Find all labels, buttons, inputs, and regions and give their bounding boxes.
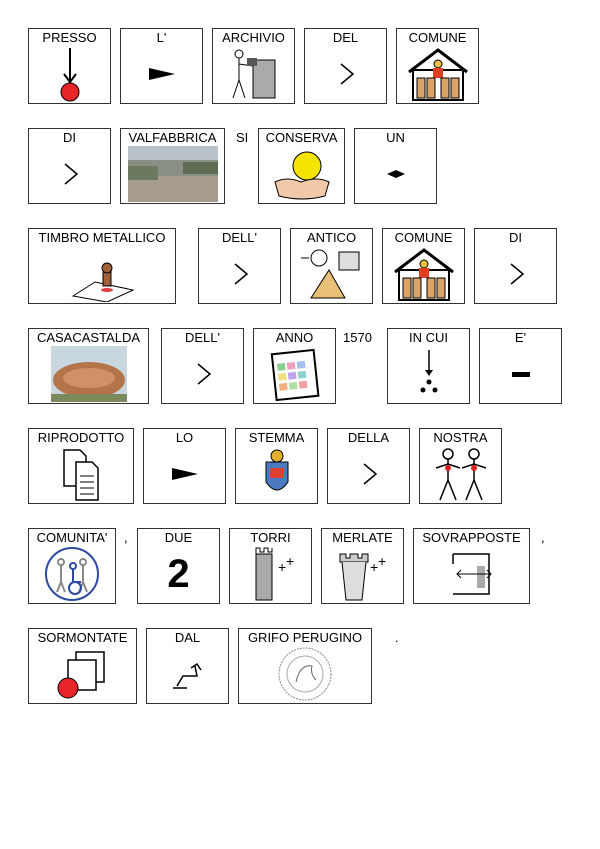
symbol-label: IN CUI — [409, 330, 448, 345]
hands-holding-icon — [259, 147, 344, 201]
symbol-card — [28, 28, 111, 104]
svg-text:+: + — [277, 559, 286, 575]
town-hall-icon — [397, 47, 478, 101]
overlap-icon — [414, 547, 529, 601]
symbol-label: E' — [514, 330, 527, 345]
symbol-label: DELL' — [184, 330, 220, 345]
symbol-label: VALFABBRICA — [128, 130, 217, 145]
tower-icon — [230, 547, 311, 601]
symbol-label: GRIFO PERUGINO — [247, 630, 363, 645]
symbol-card — [146, 628, 229, 704]
symbol-label: DELLA — [347, 430, 390, 445]
symbol-label: SOVRAPPOSTE — [422, 530, 521, 545]
griffin-seal-icon — [239, 647, 371, 701]
symbol-label: UN — [386, 130, 405, 145]
chevron-right-icon — [328, 447, 409, 501]
symbol-label: TIMBRO METALLICO — [38, 230, 166, 245]
sentence-text: , — [541, 530, 545, 545]
symbol-label: ANTICO — [306, 230, 357, 245]
symbol-card — [212, 28, 295, 104]
svg-text:+: + — [285, 553, 294, 569]
symbol-label: COMUNITA' — [36, 530, 108, 545]
symbol-card — [387, 328, 470, 404]
diamond-dash-icon — [355, 147, 436, 201]
symbol-card — [28, 328, 149, 404]
symbol-label: LO — [175, 430, 194, 445]
symbol-card — [28, 428, 134, 504]
symbol-card — [235, 428, 318, 504]
symbol-card — [143, 428, 226, 504]
svg-text:+: + — [369, 559, 378, 575]
symbol-card — [354, 128, 437, 204]
symbol-label: SORMONTATE — [37, 630, 128, 645]
symbol-label: DAL — [174, 630, 201, 645]
symbol-label: COMUNE — [394, 230, 453, 245]
curved-arrow-icon — [147, 647, 228, 701]
number-two-icon — [138, 547, 219, 601]
chevron-right-icon — [199, 247, 280, 301]
symbol-label: DI — [509, 230, 522, 245]
symbol-label: NOSTRA — [433, 430, 488, 445]
symbol-label: ANNO — [275, 330, 314, 345]
two-people-icon — [420, 447, 501, 501]
symbol-card — [28, 128, 111, 204]
symbol-label: CONSERVA — [265, 130, 338, 145]
sentence-text: , — [124, 530, 128, 545]
chevron-right-icon — [162, 347, 243, 401]
symbol-card — [396, 28, 479, 104]
symbol-card — [327, 428, 410, 504]
symbol-label: STEMMA — [248, 430, 305, 445]
antique-icon — [291, 247, 372, 301]
stacked-squares-icon — [29, 647, 136, 701]
community-icon — [29, 547, 115, 601]
town-photo-icon — [121, 147, 224, 201]
symbol-card — [120, 28, 203, 104]
symbol-label: ARCHIVIO — [222, 30, 285, 45]
symbol-label: TORRI — [250, 530, 291, 545]
symbol-card — [304, 28, 387, 104]
chevron-right-icon — [475, 247, 556, 301]
village-photo-icon — [29, 347, 148, 401]
number-value: 2 — [167, 551, 190, 596]
svg-text:+: + — [377, 553, 386, 569]
symbol-card — [413, 528, 530, 604]
symbol-card — [161, 328, 244, 404]
symbol-label: PRESSO — [42, 30, 97, 45]
symbol-card — [238, 628, 372, 704]
arrow-down-dot-icon — [29, 47, 110, 101]
symbol-label: DUE — [164, 530, 193, 545]
symbol-card — [137, 528, 220, 604]
symbol-card — [28, 628, 137, 704]
sentence-text: . — [395, 630, 399, 645]
archive-person-icon — [213, 47, 294, 101]
copy-documents-icon — [29, 447, 133, 501]
symbol-label: DELL' — [221, 230, 257, 245]
symbol-label: L' — [156, 30, 167, 45]
symbol-label: RIPRODOTTO — [37, 430, 125, 445]
symbol-label: DI — [63, 130, 76, 145]
symbol-card — [321, 528, 404, 604]
symbol-card — [290, 228, 373, 304]
stamp-icon — [29, 247, 175, 301]
dash-icon — [480, 347, 561, 401]
symbol-card — [229, 528, 312, 604]
arrow-down-dots-icon — [388, 347, 469, 401]
sentence-text: 1570 — [343, 330, 372, 345]
symbol-card — [28, 228, 176, 304]
chevron-right-icon — [305, 47, 386, 101]
symbol-card — [419, 428, 502, 504]
symbol-card — [28, 528, 116, 604]
symbol-label: CASACASTALDA — [36, 330, 141, 345]
symbol-card — [253, 328, 336, 404]
symbol-label: MERLATE — [332, 530, 393, 545]
calendar-icon — [254, 347, 335, 401]
battlement-tower-icon — [322, 547, 403, 601]
symbol-card — [198, 228, 281, 304]
symbol-label: DEL — [332, 30, 359, 45]
chevron-right-icon — [29, 147, 110, 201]
symbol-card — [479, 328, 562, 404]
sentence-text: SI — [236, 130, 249, 145]
symbol-card — [258, 128, 345, 204]
town-hall-icon — [383, 247, 464, 301]
coat-of-arms-icon — [236, 447, 317, 501]
symbol-card — [474, 228, 557, 304]
symbol-label: COMUNE — [408, 30, 467, 45]
triangle-right-icon — [121, 47, 202, 101]
triangle-right-icon — [144, 447, 225, 501]
symbol-card — [382, 228, 465, 304]
symbol-card — [120, 128, 225, 204]
